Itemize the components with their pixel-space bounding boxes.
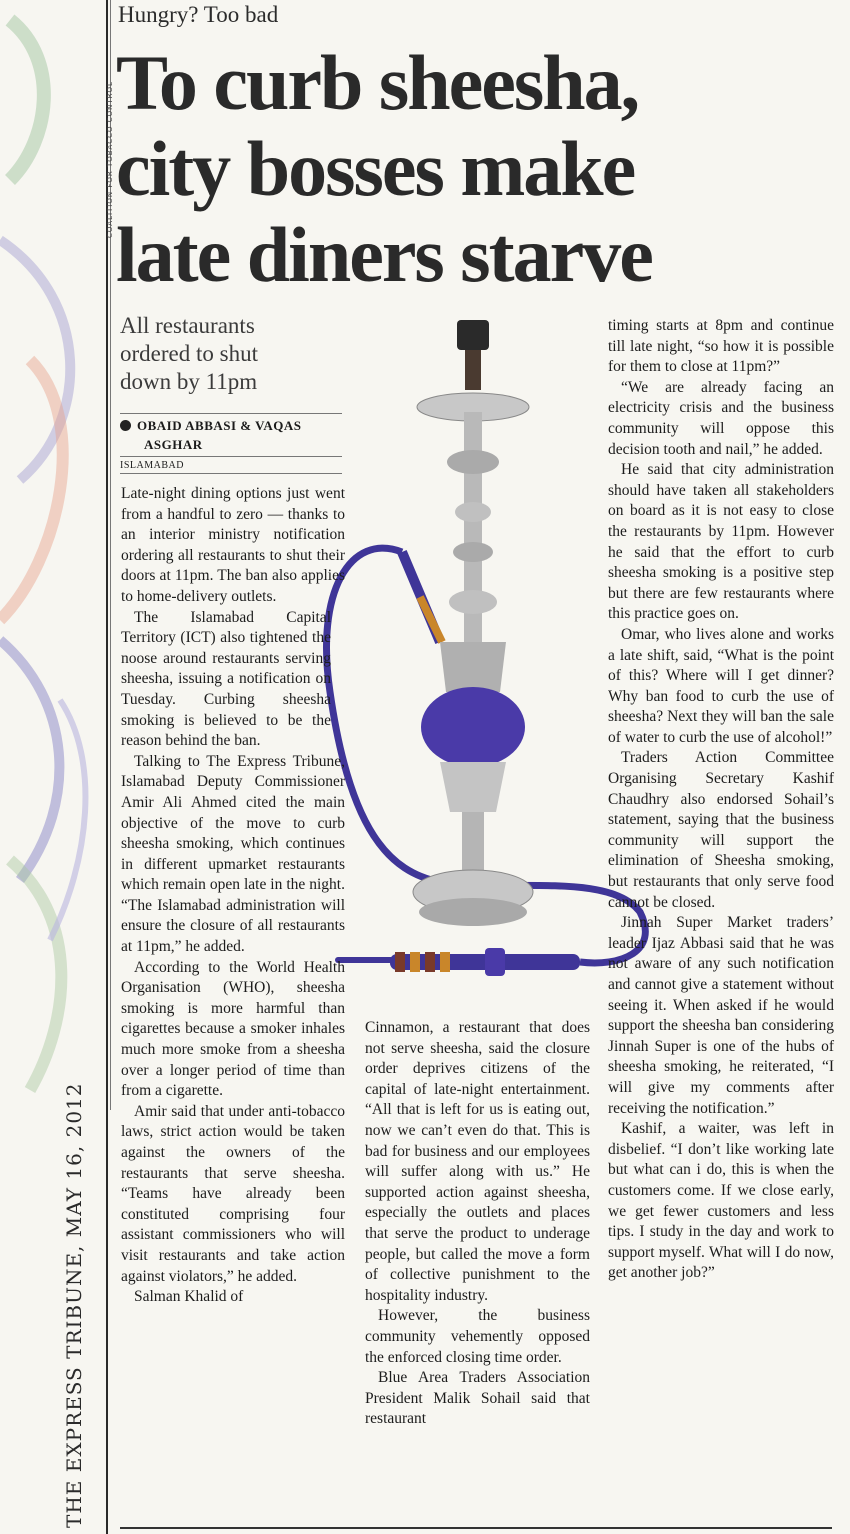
paragraph: Jinnah Super Market traders’ leader Ijaz Abbasi said that he was not aware of any such notification and cannot give a statement without seeing it. When asked if he would support the sheesha ban considering Jinnah Super is one of the hubs of sheesha smoking, he reiterated, “I will give my comments after receiving the notification.” xyxy=(608,914,834,1117)
paragraph: Blue Area Traders Association President Malik Sohail said that restaurant xyxy=(365,1369,590,1428)
publication-dateline: THE EXPRESS TRIBUNE, MAY 16, 2012 xyxy=(62,1082,86,1528)
paragraph: Omar, who lives alone and works a late shift, said, “What is the point of this? Where will I get dinner? Why ban food to curb the use of sheesha? Next they will ban the sale of water to curb the use of alcohol!” xyxy=(608,625,834,746)
paragraph: According to the World Health Organisation (WHO), sheesha smoking is more harmful than cigarettes because a smoker inhales much more smoke from a sheesha over a longer period of time than from a cigarette. xyxy=(121,958,345,1100)
byline xyxy=(120,414,342,454)
paragraph: Cinnamon, a restaurant that does not serve sheesha, said the closure order deprives citizens of the capital of late-night entertainment. “All that is left for us is eating out, now we can’t even do that. This is bad for business and our employees will suffer along with us.” He supported action against sheesha, especially the outlets and places that serve the product to underage people, but called the move a form of collective punishment to the hospitality industry. xyxy=(365,1019,590,1304)
article-column-2 xyxy=(365,1018,590,1430)
paragraph: Salman Khalid of xyxy=(134,1288,244,1306)
deck-line: ordered to shut xyxy=(120,341,258,366)
deck-line: down by 11pm xyxy=(120,369,258,394)
paragraph: Talking to The Express Tribune, Islamabad Deputy Commissioner Amir Ali Ahmed cited the main objective of the move to curb sheesha smoking, which continues in different upmarket restaurants which remain open late in the night. “The Islamabad administration will ensure the closure of all restaurants at 11pm,” he added. xyxy=(121,752,345,956)
headline-line: To curb sheesha, xyxy=(116,39,639,126)
article-column-1 xyxy=(121,484,345,1308)
paragraph: Kashif, a waiter, was left in disbelief. “I don’t like working late but what can i do, this is when the customers come. If we close early, we get fewer customers and less tips. I study in the day and work to support myself. What will I do now, get another job?” xyxy=(608,1120,834,1282)
coalition-strip-label: COALITION FOR TOBACCO CONTROL xyxy=(106,81,114,239)
paragraph: Late-night dining options just went from a handful to zero — thanks to an interior ministry notification ordering all restaurants to shut their doors at 11pm. The ban also applies to home-delivery outlets. xyxy=(121,485,345,605)
byline-authors: OBAID ABBASI & VAQAS xyxy=(137,418,302,433)
bottom-rule xyxy=(120,1527,832,1529)
paragraph: “We are already facing an electricity crisis and the business community will oppose this decision tooth and nail,” he added. xyxy=(608,378,834,458)
paragraph: However, the business community vehemently opposed the enforced closing time order. xyxy=(365,1307,590,1366)
byline-block xyxy=(120,413,342,474)
paragraph: timing starts at 8pm and continue till late night, “so how it is possible for them to close at 11pm?” xyxy=(608,317,834,376)
paragraph: Traders Action Committee Organising Secretary Kashif Chaudhry also endorsed Sohail’s statement, saying that the business community will support the elimination of Sheesha smoking, but restaurants that only serve food cannot be closed. xyxy=(608,749,834,911)
paragraph: He said that city administration should have taken all stakeholders on board as it is not easy to close the restaurants by 11pm. However he said that the effort to curb sheesha smoking is a positive step but there are few restaurants where this practice goes on. xyxy=(608,461,834,623)
kicker: Hungry? Too bad xyxy=(118,2,279,27)
headline-line: late diners starve xyxy=(116,211,652,298)
byline-authors-cont: ASGHAR xyxy=(144,437,203,452)
swirl-decoration xyxy=(0,0,106,1100)
paragraph: Amir said that under anti-tobacco laws, strict action would be taken against the owners of the restaurants that serve sheesha. “Teams have already been constituted comprising four assistant commissioners who will visit restaurants and take action against violators,” he added. xyxy=(121,1102,345,1285)
article-column-3 xyxy=(608,316,834,1284)
headline-line: city bosses make xyxy=(116,125,635,212)
deck-line: All restaurants xyxy=(120,313,255,338)
headline xyxy=(116,40,836,298)
dateline-place: ISLAMABAD xyxy=(120,457,342,474)
deck xyxy=(120,312,340,396)
tribune-logo-icon xyxy=(120,420,131,431)
paragraph: The Islamabad Capital Territory (ICT) also tightened the noose around restaurants serving sheesha, issuing a notification on Tuesday. Curbing sheesha smoking is believed to be the reason behind the ban. xyxy=(121,608,331,750)
decorative-margin-strip xyxy=(0,0,106,1100)
